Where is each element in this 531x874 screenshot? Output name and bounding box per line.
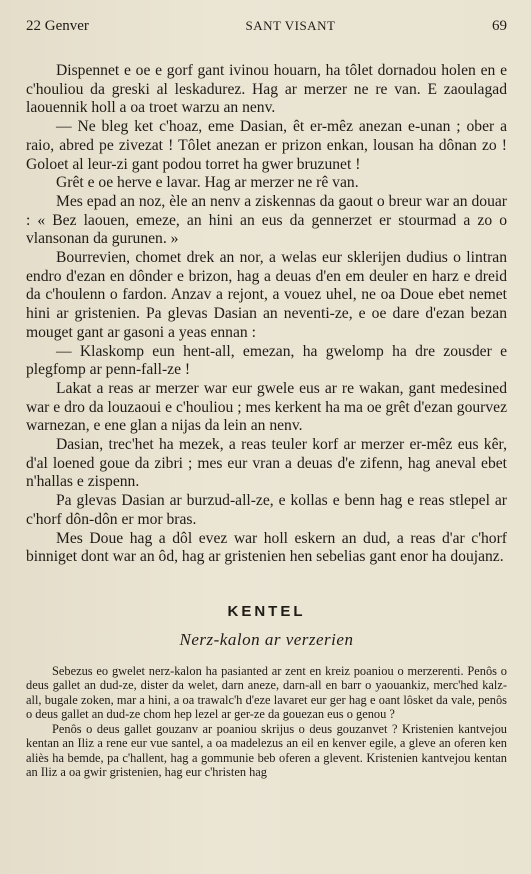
section-heading: KENTEL [227,602,306,620]
paragraph: Mes epad an noz, èle an nenv a ziskennas da gaout o breur war an douar : « Bez laouen, emeze, an hini an eus da gennerzet er stourmad a zo o vlansonan da gurunen. » [26,192,507,248]
header-date: 22 Genver [26,18,89,34]
running-header [26,18,507,40]
paragraph: Dasian, trec'het ha mezek, a reas teuler korf ar merzer er-mêz eus kêr, d'al loened goue da zibri ; mes eur vran a deuas d'e zifenn, hag aneval ebet n'hallas e zispenn. [26,436,507,491]
lesson-text [26,664,507,780]
header-title: SANT VISANT [245,18,336,33]
paragraph: — Klaskomp eun hent-all, emezan, ha gwelomp ha dre zousder e plegfomp ar penn-fall-ze ! [26,342,507,379]
main-text [26,62,507,567]
paragraph: Dispennet e oe e gorf gant ivinou houarn, ha tôlet dornadou holen en e c'houliou da greski al leskadurez. Hag ar merzer ne re van. E zaoulagad laouennik holl a oa troet warzu an nenv. [26,62,507,117]
small-paragraph: Penôs o deus gallet gouzanv ar poaniou skrijus o deus gouzanvet ? Kristenien kantvejou kentan an Iliz a rene eur vue santel, a oa madelezus an eil en kenver egile, a gleve an oferen ken aliès ha bemde, pa c'hallent, hag a gommunie beb oferen a glevent. Kristenien kantvejou kentan an Iliz a oa gwir gristenien, hag eur c'hristen hag [26,721,507,780]
paragraph: Lakat a reas ar merzer war eur gwele eus ar re wakan, gant medesined war e dro da louzaoui e c'houliou ; mes kerkent ha ma oe grêt d'ezan gourvez warnezan, e ene glan a nijas da lein an nenv. [26,379,507,435]
paragraph: Bourrevien, chomet drek an nor, a welas eur sklerijen dudius o lintran endro d'ezan en dônder e brizon, hag a deuas d'en em deuler en harz e dreid da c'houlenn o fardon. Anzav a rejont, a vouez uhel, ne oa Doue ebet nemet hini ar gristenien. Pa glevas Dasian an neventi-ze, e oe dare d'ezan bezan mouget gant ar gasoni a yeas ennan : [26,249,507,341]
paragraph: Grêt e oe herve e lavar. Hag ar merzer ne rê van. [56,174,359,192]
small-paragraph: Sebezus eo gwelet nerz-kalon ha pasianted ar zent en kreiz poaniou o merzerenti. Penôs o deus gallet an dud-ze, dister da welet, darn aneze, darn-all en barr o yaouankiz, merc'hed kalz-all, bugale zoken, mar a hini, a oa trawalc'h d'eze lavaret eur ger hag e oant lôsket da vale, penôs o deus gallet an dud-ze chom hep lezel ar ger-ze da gouezan eus o genou ? [26,663,507,722]
paragraph: Mes Doue hag a dôl evez war holl eskern an dud, a reas d'ar c'horf binniget dont war an ôd, hag ar gristenien hen sebelias gant enor ha doujanz. [26,529,507,566]
page-number: 69 [492,18,507,34]
paragraph: — Ne bleg ket c'hoaz, eme Dasian, êt er-mêz anezan e-unan ; ober a raio, abred pe zivezat ! Tôlet anezan er prizon enkan, lousan ha dônan zo ! Goloet al leur-zi gant podou torret ha gwer bruzunet ! [26,118,507,173]
paragraph: Pa glevas Dasian ar burzud-all-ze, e kollas e benn hag e reas stlepel ar c'horf dôn-dôn er mor bras. [26,492,507,528]
section-subtitle: Nerz-kalon ar verzerien [179,629,354,649]
